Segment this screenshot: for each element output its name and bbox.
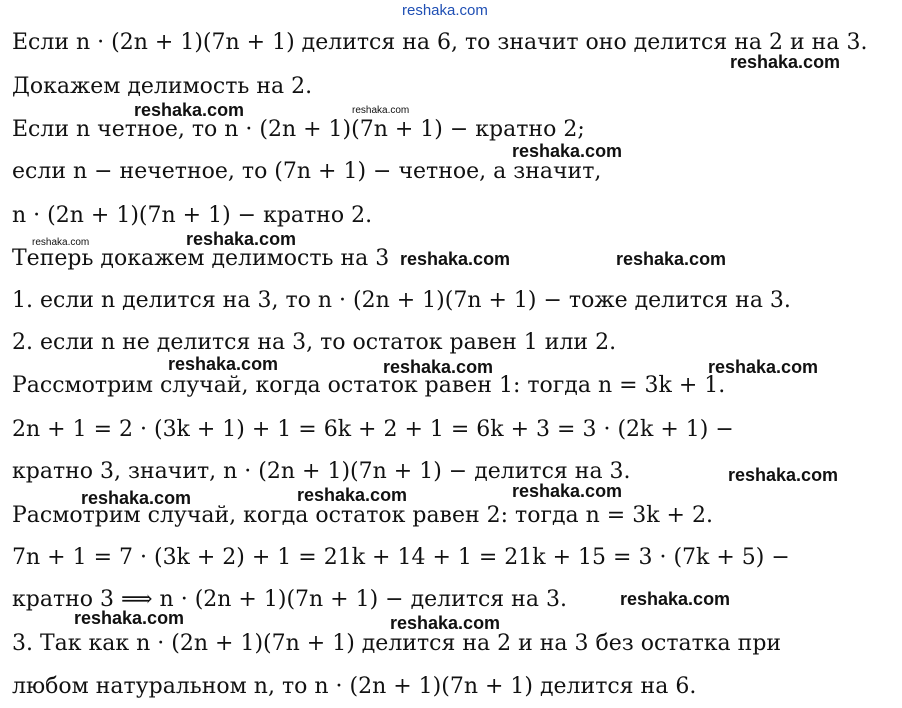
watermark: reshaka.com xyxy=(168,354,279,374)
text-line-9: Рассмотрим случай, когда остаток равен 1: тогда n = 3k + 1. xyxy=(12,373,726,398)
text-line-6: Теперь докажем делимость на 3 xyxy=(12,246,390,271)
watermark: reshaka.com xyxy=(512,481,623,501)
watermark: reshaka.com xyxy=(620,589,731,609)
watermark: reshaka.com xyxy=(400,249,511,269)
watermark: reshaka.com xyxy=(512,141,623,161)
watermark: reshaka.com xyxy=(297,485,408,505)
text-line-1: Если n · (2n + 1)(7n + 1) делится на 6, то значит оно делится на 2 и на 3. xyxy=(12,30,868,55)
watermark: reshaka.com xyxy=(390,613,501,633)
text-line-4: если n − нечетное, то (7n + 1) − четное, а значит, xyxy=(12,159,602,184)
text-line-12: Расмотрим случай, когда остаток равен 2: тогда n = 3k + 2. xyxy=(12,503,713,528)
text-line-7: 1. если n делится на 3, то n · (2n + 1)(7n + 1) − тоже делится на 3. xyxy=(12,288,791,313)
watermark: reshaka.com xyxy=(708,357,819,377)
text-line-13: 7n + 1 = 7 · (3k + 2) + 1 = 21k + 14 + 1 = 21k + 15 = 3 · (7k + 5) − xyxy=(12,545,790,570)
watermark: reshaka.com xyxy=(616,249,727,269)
watermark-small: reshaka.com xyxy=(352,105,410,116)
text-line-3: Если n четное, то n · (2n + 1)(7n + 1) − кратно 2; xyxy=(12,117,585,142)
watermark-small: reshaka.com xyxy=(32,237,90,248)
text-line-16: любом натуральном n, то n · (2n + 1)(7n + 1) делится на 6. xyxy=(12,674,697,699)
text-line-8: 2. если n не делится на 3, то остаток равен 1 или 2. xyxy=(12,330,617,355)
text-line-11: кратно 3, значит, n · (2n + 1)(7n + 1) − делится на 3. xyxy=(12,459,631,484)
watermark: reshaka.com xyxy=(74,608,185,628)
watermark-top: reshaka.com xyxy=(402,2,488,19)
text-line-10: 2n + 1 = 2 · (3k + 1) + 1 = 6k + 2 + 1 = 6k + 3 = 3 · (2k + 1) − xyxy=(12,417,734,442)
watermark: reshaka.com xyxy=(730,52,841,72)
watermark: reshaka.com xyxy=(728,465,839,485)
watermark: reshaka.com xyxy=(81,488,192,508)
text-line-5: n · (2n + 1)(7n + 1) − кратно 2. xyxy=(12,203,373,228)
watermark: reshaka.com xyxy=(383,357,494,377)
text-line-15: 3. Так как n · (2n + 1)(7n + 1) делится на 2 и на 3 без остатка при xyxy=(12,631,782,656)
text-line-14: кратно 3 ⟹ n · (2n + 1)(7n + 1) − делится на 3. xyxy=(12,587,567,612)
watermark: reshaka.com xyxy=(134,100,245,120)
text-line-2: Докажем делимость на 2. xyxy=(12,74,313,99)
watermark: reshaka.com xyxy=(186,229,297,249)
